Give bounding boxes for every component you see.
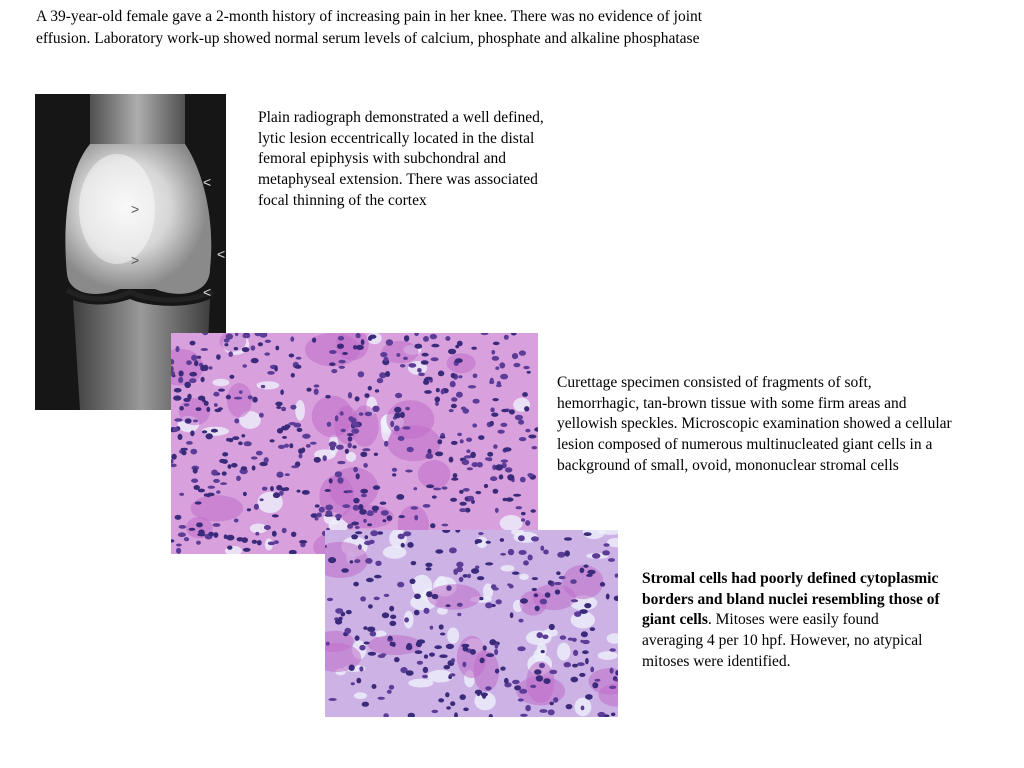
stromal-cells-caption [642,569,942,673]
arrow-left-marker: < [217,246,226,262]
stromal-caption-bold: Stromal cells had poorly defined cytoplasmic borders and bland nuclei resembling those of giant cells [642,570,940,629]
arrow-right-marker: > [131,252,140,268]
case-intro-text: A 39-year-old female gave a 2-month history of increasing pain in her knee. There was no evidence of joint effusion. Laboratory work-up showed normal serum levels of calcium, phosphate and alkaline phosphatase [36,8,703,47]
arrow-left-marker: < [203,284,212,300]
stromal-caption-rest: . Mitoses were easily found averaging 4 per 10 hpf. However, no atypical mitoses were identified. [642,611,923,670]
curettage-caption: Curettage specimen consisted of fragments of soft, hemorrhagic, tan-brown tissue with some firm areas and yellowish speckles. Microscopic examination showed a cellular lesion composed of numerous multinucleated giant cells in a background of small, ovoid, mononuclear stromal cells [557,374,952,474]
arrow-left-marker: < [203,174,212,190]
arrow-right-marker: > [131,201,140,217]
histology-low-power-image [171,333,538,554]
radiograph-caption: Plain radiograph demonstrated a well defined, lytic lesion eccentrically located in the distal femoral epiphysis with subchondral and metaphyseal extension. There was associated focal thinning of the cortex [258,109,544,209]
histology-high-power-image [325,530,618,717]
